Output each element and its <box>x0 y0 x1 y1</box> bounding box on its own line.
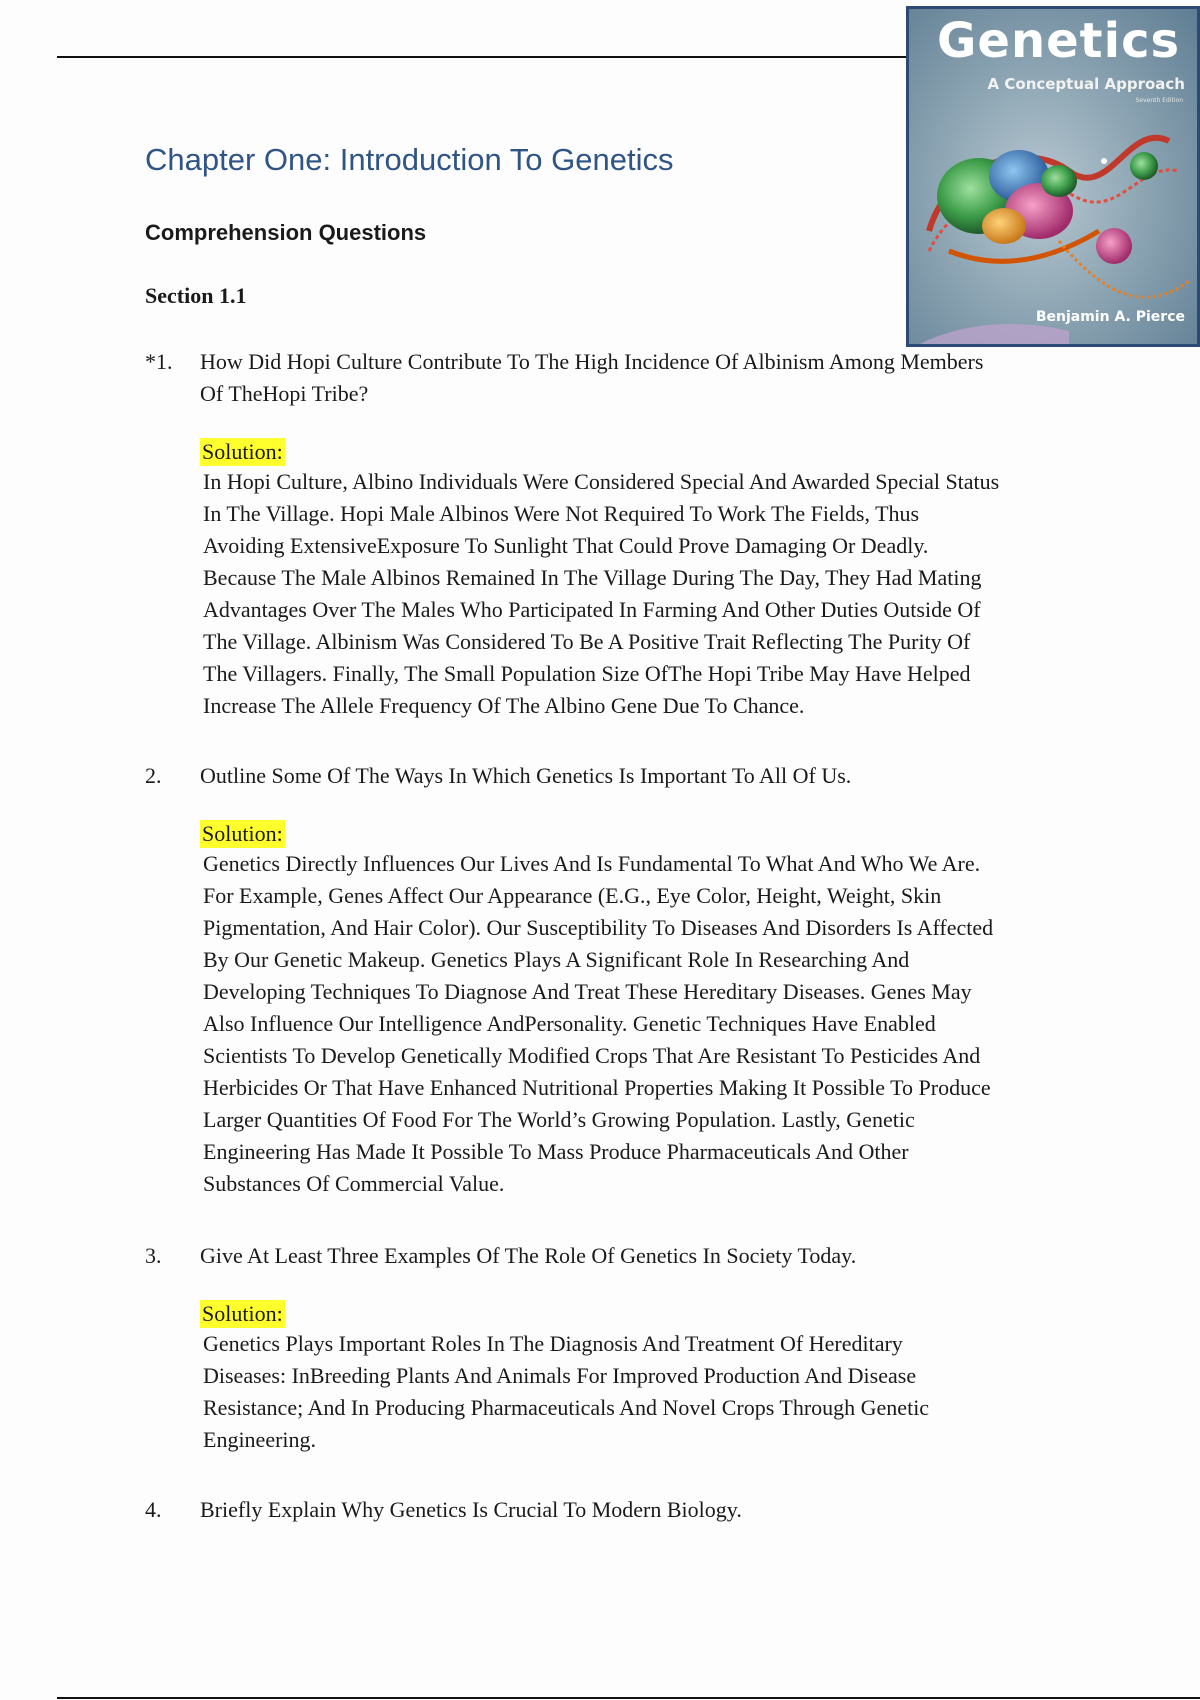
solution-line: In The Village. Hopi Male Albinos Were Not Required To Work The Fields, Thus <box>203 501 920 526</box>
solution-label: Solution: <box>202 1301 283 1326</box>
solution-text <box>203 1328 1103 1456</box>
solution-label: Solution: <box>202 821 283 846</box>
solution-line: Genetics Directly Influences Our Lives And Is Fundamental To What And Who We Are. <box>203 851 981 876</box>
question-line: How Did Hopi Culture Contribute To The High Incidence Of Albinism Among Members <box>200 349 984 374</box>
solution-text <box>203 848 1103 1200</box>
solution-line: Pigmentation, And Hair Color). Our Susceptibility To Diseases And Disorders Is Affected <box>203 915 994 940</box>
solution-line: Because The Male Albinos Remained In The Village During The Day, They Had Mating <box>203 565 982 590</box>
question-item <box>145 1494 1095 1526</box>
solution-line: In Hopi Culture, Albino Individuals Were Considered Special And Awarded Special Status <box>203 469 1000 494</box>
cover-edition: Seventh Edition <box>1135 97 1183 104</box>
comprehension-heading: Comprehension Questions <box>145 220 427 245</box>
question-item <box>145 346 1095 722</box>
question-number: *1. <box>145 349 173 374</box>
question-line: Of TheHopi Tribe? <box>200 381 369 406</box>
cover-subtitle: A Conceptual Approach <box>987 75 1185 93</box>
solution-text <box>203 466 1103 722</box>
question-number: 4. <box>145 1497 162 1522</box>
solution-line: Avoiding ExtensiveExposure To Sunlight That Could Prove Damaging Or Deadly. <box>203 533 929 558</box>
solution-line: Resistance; And In Producing Pharmaceuticals And Novel Crops Through Genetic <box>203 1395 930 1420</box>
cover-author: Benjamin A. Pierce <box>1035 309 1185 325</box>
solution-line: Also Influence Our Intelligence AndPersonality. Genetic Techniques Have Enabled <box>203 1011 936 1036</box>
solution-line: Herbicides Or That Have Enhanced Nutritional Properties Making It Possible To Produce <box>203 1075 991 1100</box>
solution-line: Advantages Over The Males Who Participated In Farming And Other Duties Outside Of <box>203 597 981 622</box>
solution-line: By Our Genetic Makeup. Genetics Plays A Significant Role In Researching And <box>203 947 910 972</box>
solution-line: Substances Of Commercial Value. <box>203 1171 505 1196</box>
solution-line: Diseases: InBreeding Plants And Animals For Improved Production And Disease <box>203 1363 917 1388</box>
chapter-title: Chapter One: Introduction To Genetics <box>145 142 674 177</box>
question-text <box>200 1494 1095 1526</box>
solution-line: For Example, Genes Affect Our Appearance (E.G., Eye Color, Height, Weight, Skin <box>203 883 942 908</box>
solution-line: Larger Quantities Of Food For The World’s Growing Population. Lastly, Genetic <box>203 1107 915 1132</box>
book-cover-image <box>906 6 1200 347</box>
question-number: 3. <box>145 1243 162 1268</box>
question-item <box>145 760 1095 1200</box>
question-item <box>145 1240 1095 1456</box>
solution-line: The Villagers. Finally, The Small Population Size OfThe Hopi Tribe May Have Helped <box>203 661 971 686</box>
question-text <box>200 1240 1095 1272</box>
header-rule <box>57 56 907 58</box>
cover-title: Genetics <box>937 13 1181 69</box>
solution-line: Engineering. <box>203 1427 317 1452</box>
question-line: Briefly Explain Why Genetics Is Crucial To Modern Biology. <box>200 1497 742 1522</box>
solution-line: The Village. Albinism Was Considered To Be A Positive Trait Reflecting The Purity Of <box>203 629 971 654</box>
solution-line: Scientists To Develop Genetically Modified Crops That Are Resistant To Pesticides And <box>203 1043 981 1068</box>
section-heading: Section 1.1 <box>145 283 247 308</box>
solution-line: Genetics Plays Important Roles In The Diagnosis And Treatment Of Hereditary <box>203 1331 903 1356</box>
question-line: Outline Some Of The Ways In Which Genetics Is Important To All Of Us. <box>200 763 852 788</box>
question-line: Give At Least Three Examples Of The Role Of Genetics In Society Today. <box>200 1243 857 1268</box>
question-text <box>200 760 1095 792</box>
solution-line: Engineering Has Made It Possible To Mass Produce Pharmaceuticals And Other <box>203 1139 909 1164</box>
solution-line: Developing Techniques To Diagnose And Treat These Hereditary Diseases. Genes May <box>203 979 972 1004</box>
question-text <box>200 346 1095 410</box>
footer-rule <box>57 1697 1200 1699</box>
solution-label: Solution: <box>202 439 283 464</box>
solution-line: Increase The Allele Frequency Of The Albino Gene Due To Chance. <box>203 693 805 718</box>
question-number: 2. <box>145 763 162 788</box>
